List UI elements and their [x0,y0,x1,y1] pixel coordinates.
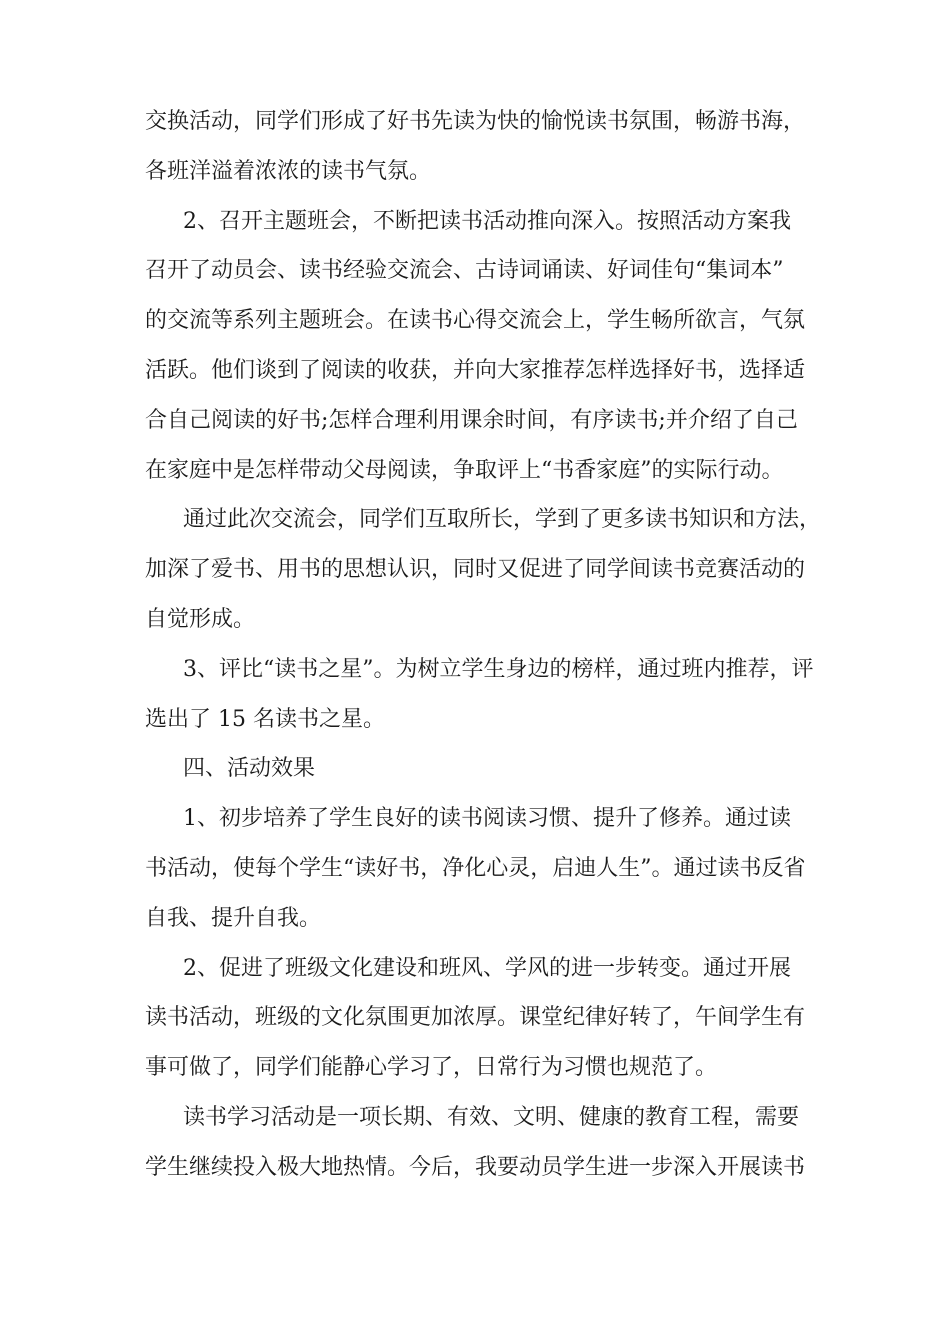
document-body [145,97,825,1193]
section-heading: 四、活动效果 [183,756,316,782]
text-line: 召开了动员会、读书经验交流会、古诗词诵读、好词佳句“集词本” [145,258,784,284]
text-line: 书活动，使每个学生“读好书，净化心灵，启迪人生”。通过读书反省 [145,855,806,881]
text-line: 事可做了，同学们能静心学习了，日常行为习惯也规范了。 [145,1055,718,1081]
text-line: 的交流等系列主题班会。在读书心得交流会上，学生畅所欲言，气氛 [145,308,806,334]
text-line: 2、促进了班级文化建设和班风、学风的进一步转变。通过开展 [183,955,791,981]
text-line: 3、评比“读书之星”。为树立学生身边的榜样，通过班内推荐，评 [183,656,814,682]
text-line: 1、初步培养了学生良好的读书阅读习惯、提升了修养。通过读 [183,806,791,832]
text-line: 学生继续投入极大地热情。今后，我要动员学生进一步深入开展读书 [145,1154,806,1180]
text-line: 在家庭中是怎样带动父母阅读，争取评上“书香家庭”的实际行动。 [145,457,784,483]
text-line: 交换活动，同学们形成了好书先读为快的愉悦读书氛围，畅游书海， [145,109,806,134]
text-line: 合自己阅读的好书;怎样合理利用课余时间，有序读书;并介绍了自己 [145,407,798,433]
text-line: 活跃。他们谈到了阅读的收获，并向大家推荐怎样选择好书，选择适 [145,357,806,383]
text-line: 选出了 15 名读书之星。 [145,706,385,732]
text-line: 通过此次交流会，同学们互取所长，学到了更多读书知识和方法， [183,507,822,533]
text-line: 2、召开主题班会，不断把读书活动推向深入。按照活动方案我 [183,208,791,234]
text-line: 读书活动，班级的文化氛围更加浓厚。课堂纪律好转了，午间学生有 [145,1005,806,1031]
text-line: 自我、提升自我。 [145,905,322,931]
text-line: 加深了爱书、用书的思想认识，同时又促进了同学间读书竞赛活动的 [145,557,806,583]
text-line: 读书学习活动是一项长期、有效、文明、健康的教育工程，需要 [183,1104,800,1130]
text-line: 自觉形成。 [145,606,256,632]
text-line: 各班洋溢着浓浓的读书气氛。 [145,158,432,184]
